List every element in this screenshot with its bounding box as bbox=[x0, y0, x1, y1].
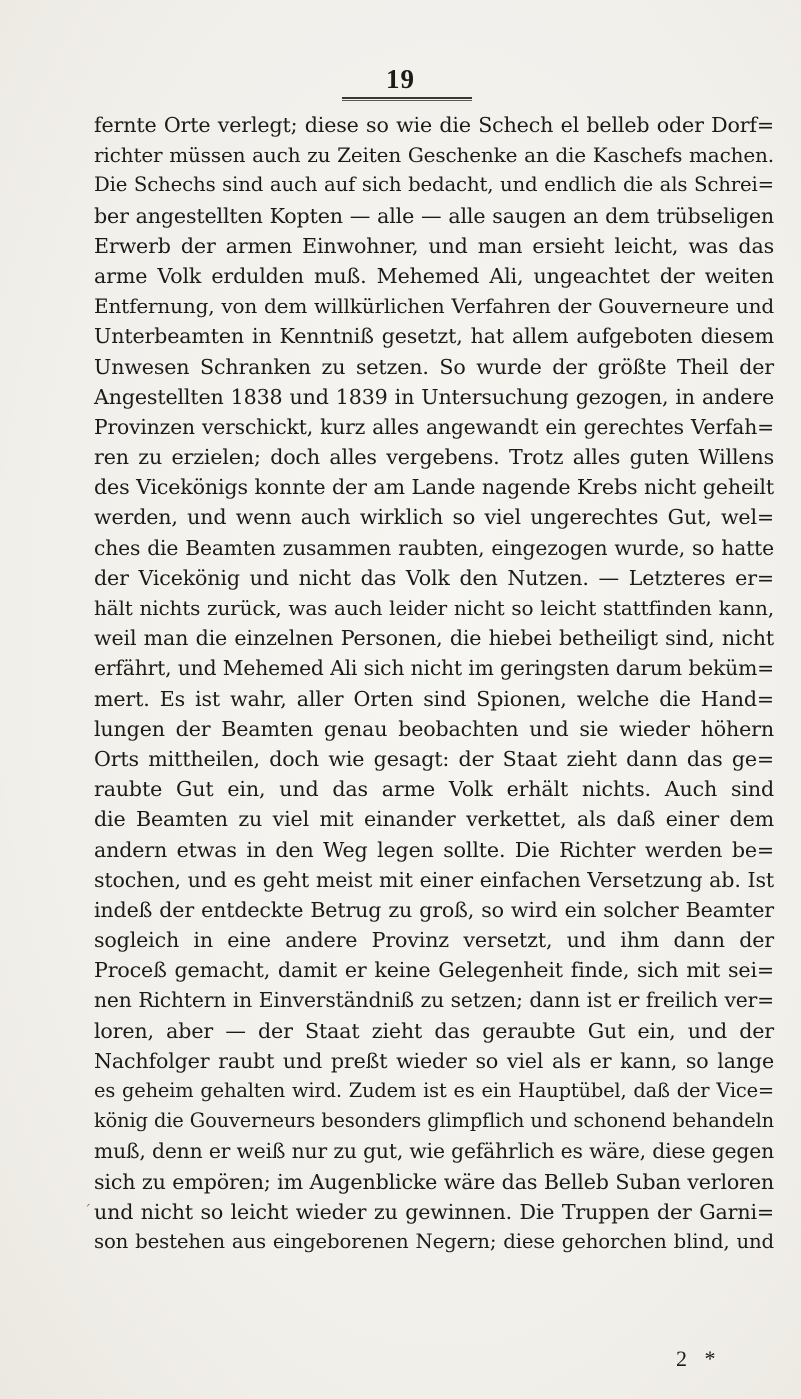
text-line: hält nichts zurück, was auch leider nicht so leicht stattfinden kann, bbox=[94, 596, 774, 620]
page-number: 19 bbox=[386, 64, 415, 94]
text-line: der Vicekönig und nicht das Volk den Nutzen. — Letzteres er= bbox=[94, 565, 774, 590]
signature-mark: 2 * bbox=[676, 1346, 722, 1371]
text-line: ber angestellten Kopten — alle — alle saugen an dem trübseligen bbox=[94, 203, 774, 228]
text-line: indeß der entdeckte Betrug zu groß, so wird ein solcher Beamter bbox=[94, 897, 774, 922]
text-line: es geheim gehalten wird. Zudem ist es ein Hauptübel, daß der Vice= bbox=[94, 1079, 774, 1102]
text-line: und nicht so leicht wieder zu gewinnen. Die Truppen der Garni= bbox=[94, 1199, 774, 1224]
text-line: Nachfolger raubt und preßt wieder so viel als er kann, so lange bbox=[94, 1048, 774, 1073]
text-line: ren zu erzielen; doch alles vergebens. Trotz alles guten Willens bbox=[94, 445, 774, 470]
text-line: Erwerb der armen Einwohner, und man ersieht leicht, was das bbox=[94, 233, 774, 258]
text-line: werden, und wenn auch wirklich so viel ungerechtes Gut, wel= bbox=[94, 505, 774, 530]
body-text bbox=[94, 110, 774, 1257]
text-line: mert. Es ist wahr, aller Orten sind Spionen, welche die Hand= bbox=[94, 686, 774, 711]
text-line: Unterbeamten in Kenntniß gesetzt, hat allem aufgeboten diesem bbox=[94, 324, 774, 349]
text-line: sich zu empören; im Augenblicke wäre das Belleb Suban verloren bbox=[94, 1169, 774, 1194]
text-line: lungen der Beamten genau beobachten und sie wieder höhern bbox=[94, 716, 774, 741]
text-line: weil man die einzelnen Personen, die hiebei betheiligt sind, nicht bbox=[94, 626, 774, 651]
text-line: stochen, und es geht meist mit einer einfachen Versetzung ab. Ist bbox=[94, 867, 774, 892]
text-line: raubte Gut ein, und das arme Volk erhält nichts. Auch sind bbox=[94, 777, 774, 802]
text-line: könig die Gouverneurs besonders glimpflich und schonend behandeln bbox=[94, 1109, 774, 1133]
text-line: Orts mittheilen, doch wie gesagt: der Staat zieht dann das ge= bbox=[94, 746, 774, 771]
text-line: erfährt, und Mehemed Ali sich nicht im geringsten darum beküm= bbox=[94, 656, 774, 681]
text-line: die Beamten zu viel mit einander verkettet, als daß einer dem bbox=[94, 807, 774, 832]
text-line: ches die Beamten zusammen raubten, eingezogen wurde, so hatte bbox=[94, 535, 774, 560]
text-line: muß, denn er weiß nur zu gut, wie gefährlich es wäre, diese gegen bbox=[94, 1139, 774, 1164]
text-line: des Vicekönigs konnte der am Lande nagende Krebs nicht geheilt bbox=[94, 475, 774, 500]
text-line: arme Volk erdulden muß. Mehemed Ali, ungeachtet der weiten bbox=[94, 263, 774, 288]
text-line: Provinzen verschickt, kurz alles angewandt ein gerechtes Verfah= bbox=[94, 414, 774, 439]
text-line: fernte Orte verlegt; diese so wie die Schech el belleb oder Dorf= bbox=[94, 113, 774, 137]
text-line: nen Richtern in Einverständniß zu setzen; dann ist er freilich ver= bbox=[94, 988, 774, 1013]
text-line: sogleich in eine andere Provinz versetzt, und ihm dann der bbox=[94, 928, 774, 953]
header-rule bbox=[342, 97, 472, 99]
text-line: Angestellten 1838 und 1839 in Untersuchung gezogen, in andere bbox=[94, 384, 774, 409]
text-line: richter müssen auch zu Zeiten Geschenke an die Kaschefs machen. bbox=[94, 143, 774, 168]
text-line: Die Schechs sind auch auf sich bedacht, und endlich die als Schrei= bbox=[94, 173, 774, 197]
margin-mark: ´ bbox=[84, 1203, 91, 1219]
text-line: loren, aber — der Staat zieht das geraubte Gut ein, und der bbox=[94, 1018, 774, 1043]
text-line: Unwesen Schranken zu setzen. So wurde der größte Theil der bbox=[94, 354, 774, 379]
text-line: Entfernung, von dem willkürlichen Verfahren der Gouverneure und bbox=[94, 294, 774, 319]
text-line: son bestehen aus eingeborenen Negern; diese gehorchen blind, und bbox=[94, 1229, 774, 1253]
text-line: Proceß gemacht, damit er keine Gelegenheit finde, sich mit sei= bbox=[94, 958, 774, 983]
text-line: andern etwas in den Weg legen sollte. Die Richter werden be= bbox=[94, 837, 774, 862]
